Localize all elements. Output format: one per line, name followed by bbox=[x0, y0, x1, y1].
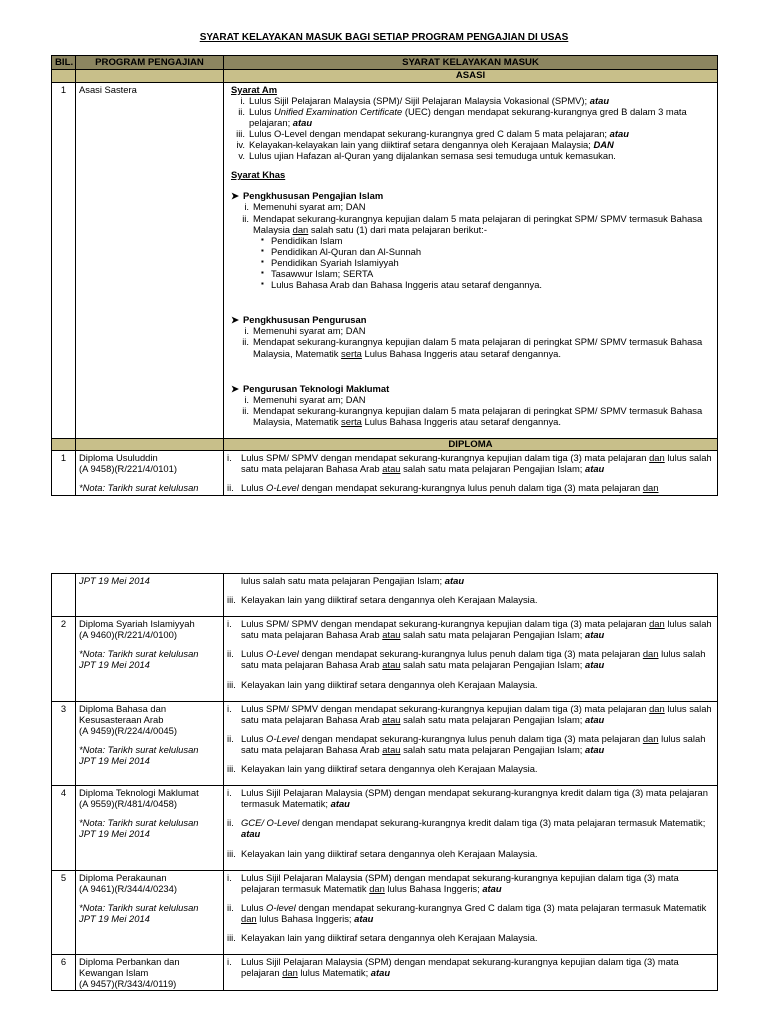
list-item: i. Memenuhi syarat am; DAN bbox=[244, 325, 366, 337]
list-item: ii. Mendapat sekurang-kurangnya kepujian dalam 5 mata pelajaran di peringkat SPM/ SPMV termasuk Bahasa Malaysia dan salah satu (1) dari mata pelajaran berikut:- bbox=[242, 212, 703, 235]
row-number: 5 bbox=[52, 870, 76, 954]
requirements-table-page-1 bbox=[51, 55, 718, 496]
program-code: (A 9460)(R/221/4/0100) bbox=[79, 629, 177, 641]
table-row bbox=[52, 574, 718, 617]
khas-heading: ➤ Pengkhususan Pengajian Islam bbox=[231, 190, 384, 202]
khas-heading: ➤ Pengurusan Teknologi Maklumat bbox=[231, 382, 390, 394]
list-item: i. Lulus SPM/ SPMV dengan mendapat sekurang-kurangnya kepujian dalam tiga (3) mata pelajaran dan lulus salah satu mata pelajaran Bahasa Arab atau salah satu mata pelajaran Pengajian Islam; atau bbox=[227, 618, 712, 641]
list-item: ▪ Pendidikan Syariah Islamiyyah bbox=[261, 257, 714, 268]
approval-note-date: JPT 19 Mei 2014 bbox=[79, 659, 150, 671]
approval-note-date: JPT 19 Mei 2014 bbox=[79, 575, 150, 586]
table-row bbox=[52, 617, 718, 701]
table-row bbox=[52, 870, 718, 954]
program-name: Diploma Perakaunan bbox=[79, 871, 167, 883]
khas-heading: ➤ Pengkhususan Pengurusan bbox=[231, 314, 367, 326]
header-program: PROGRAM PENGAJIAN bbox=[76, 56, 224, 70]
list-item: iii. Kelayakan lain yang diiktiraf setara dengannya oleh Kerajaan Malaysia. bbox=[227, 678, 538, 690]
program-name: Diploma Bahasa dan bbox=[79, 702, 167, 714]
arrow-bullet-icon: ➤ bbox=[231, 314, 239, 326]
row-number: 2 bbox=[52, 617, 76, 701]
syarat-am-list bbox=[227, 95, 714, 162]
section-row-diploma bbox=[52, 438, 718, 450]
syarat-am-title: Syarat Am bbox=[231, 83, 278, 95]
list-item: i. Lulus SPM/ SPMV dengan mendapat sekurang-kurangnya kepujian dalam tiga (3) mata pelajaran dan lulus salah satu mata pelajaran Bahasa Arab atau salah satu mata pelajaran Pengajian Islam; atau bbox=[227, 452, 712, 475]
list-item: ii. Lulus O-Level dengan mendapat sekurang-kurangnya lulus penuh dalam tiga (3) mata pelajaran dan lulus salah satu mata pelajaran Bahasa Arab atau salah satu mata pelajaran Pengajian Islam; atau bbox=[227, 732, 706, 755]
requirements-cell bbox=[224, 82, 718, 438]
list-item: ii. GCE/ O-Level dengan mendapat sekurang-kurangnya kredit dalam tiga (3) mata pelajaran termasuk Matematik; atau bbox=[227, 817, 706, 840]
approval-note: *Nota: Tarikh surat kelulusan bbox=[79, 482, 199, 494]
program-code: (A 9457)(R/343/4/0119) bbox=[79, 978, 177, 990]
list-item: i. Lulus Sijil Pelajaran Malaysia (SPM) dengan mendapat sekurang-kurangnya kredit dalam tiga (3) mata pelajaran termasuk Matematik; atau bbox=[227, 787, 708, 810]
requirements-cell bbox=[224, 617, 718, 701]
table-header-row bbox=[52, 56, 718, 70]
syarat-khas-title: Syarat Khas bbox=[231, 169, 286, 181]
list-item: ii. Mendapat sekurang-kurangnya kepujian dalam 5 mata pelajaran di peringkat SPM/ SPMV termasuk Bahasa Malaysia, Matematik serta Lulus Bahasa Inggeris atau setaraf dengannya. bbox=[242, 336, 703, 359]
list-item: ▪ Pendidikan Islam bbox=[261, 235, 714, 246]
program-name-line2: Kewangan Islam bbox=[79, 967, 149, 979]
approval-note-date: JPT 19 Mei 2014 bbox=[79, 912, 150, 924]
list-item: i. Lulus Sijil Pelajaran Malaysia (SPM) dengan mendapat sekurang-kurangnya kepujian dalam tiga (3) mata pelajaran dan lulus Matematik; atau bbox=[227, 956, 679, 979]
list-item: iv. Kelayakan-kelayakan lain yang diiktiraf setara dengannya oleh Kerajaan Malaysia; DAN bbox=[236, 139, 614, 151]
row-number: 6 bbox=[52, 955, 76, 991]
khas-list bbox=[227, 325, 714, 358]
requirements-table-page-2 bbox=[51, 573, 718, 991]
program-cell bbox=[76, 617, 224, 701]
requirements-cell bbox=[224, 574, 718, 617]
list-item: ▪ Tasawwur Islam; SERTA bbox=[261, 268, 714, 279]
approval-note: *Nota: Tarikh surat kelulusan bbox=[79, 743, 199, 755]
program-code: (A 9461)(R/344/4/0234) bbox=[79, 882, 177, 894]
header-bil: BIL. bbox=[52, 56, 76, 70]
approval-note-date: JPT 19 Mei 2014 bbox=[79, 828, 150, 840]
program-cell bbox=[76, 786, 224, 870]
requirements-cell bbox=[224, 870, 718, 954]
section-label-diploma: DIPLOMA bbox=[224, 438, 718, 450]
section-row-asasi bbox=[52, 70, 718, 82]
arrow-bullet-icon: ➤ bbox=[231, 190, 239, 202]
requirements-cell bbox=[224, 451, 718, 495]
program-cell bbox=[76, 870, 224, 954]
program-name: Diploma Syariah Islamiyyah bbox=[79, 618, 195, 630]
khas-list bbox=[227, 394, 714, 427]
approval-note: *Nota: Tarikh surat kelulusan bbox=[79, 901, 199, 913]
program-code: (A 9559)(R/481/4/0458) bbox=[79, 798, 177, 810]
list-item: ii. Mendapat sekurang-kurangnya kepujian dalam 5 mata pelajaran di peringkat SPM/ SPMV termasuk Bahasa Malaysia, Matematik serta Lulus Bahasa Inggeris atau setaraf dengannya. bbox=[242, 404, 703, 427]
list-item: ii. Lulus Unified Examination Certificate (UEC) dengan mendapat sekurang-kurangnya gred B dalam 3 mata pelajaran; atau bbox=[238, 105, 687, 128]
program-cell bbox=[76, 955, 224, 991]
program-name-line2: Kesusasteraan Arab bbox=[79, 713, 164, 725]
subject-bullet-list bbox=[227, 235, 714, 290]
row-number: 4 bbox=[52, 786, 76, 870]
program-cell bbox=[76, 701, 224, 785]
list-item: iii. Kelayakan lain yang diiktiraf setara dengannya oleh Kerajaan Malaysia. bbox=[227, 847, 538, 859]
row-number: 1 bbox=[52, 82, 76, 438]
program-code: (A 9459)(R/224/4/0045) bbox=[79, 724, 177, 736]
table-row bbox=[52, 701, 718, 785]
requirements-cell bbox=[224, 701, 718, 785]
program-name: Diploma Perbankan dan bbox=[79, 956, 180, 968]
header-syarat: SYARAT KELAYAKAN MASUK bbox=[224, 56, 718, 70]
list-item: v. Lulus ujian Hafazan al-Quran yang dijalankan semasa sesi temuduga untuk kemasukan. bbox=[238, 150, 616, 162]
program-cell bbox=[76, 451, 224, 495]
list-item: ii. Lulus O-Level dengan mendapat sekurang-kurangnya lulus penuh dalam tiga (3) mata pelajaran dan bbox=[227, 482, 659, 494]
list-item: ii. Lulus O-Level dengan mendapat sekurang-kurangnya lulus penuh dalam tiga (3) mata pelajaran dan lulus salah satu mata pelajaran Bahasa Arab atau salah satu mata pelajaran Pengajian Islam; atau bbox=[227, 648, 706, 671]
row-number: 3 bbox=[52, 701, 76, 785]
list-item: i. Lulus Sijil Pelajaran Malaysia (SPM)/ Sijil Pelajaran Malaysia Vokasional (SPMV); atau bbox=[240, 94, 610, 106]
section-label-asasi: ASASI bbox=[224, 70, 718, 82]
khas-list bbox=[227, 201, 714, 234]
list-item: lulus salah satu mata pelajaran Pengajian Islam; atau bbox=[241, 575, 465, 586]
table-row bbox=[52, 786, 718, 870]
list-item: ii. Lulus O-level dengan mendapat sekurang-kurangnya Gred C dalam tiga (3) mata pelajaran termasuk Matematik dan lulus Bahasa Inggeris; atau bbox=[227, 901, 707, 924]
program-name: Diploma Teknologi Maklumat bbox=[79, 787, 199, 799]
requirements-cell bbox=[224, 955, 718, 991]
table-row bbox=[52, 955, 718, 991]
approval-note: *Nota: Tarikh surat kelulusan bbox=[79, 648, 199, 660]
program-name: Diploma Usuluddin bbox=[79, 452, 158, 464]
program-code: (A 9458)(R/221/4/0101) bbox=[79, 463, 177, 475]
table-row bbox=[52, 451, 718, 495]
arrow-bullet-icon: ➤ bbox=[231, 382, 239, 394]
document-title: SYARAT KELAYAKAN MASUK BAGI SETIAP PROGRAM PENGAJIAN DI USAS bbox=[199, 32, 569, 43]
list-item: ▪ Pendidikan Al-Quran dan Al-Sunnah bbox=[261, 246, 714, 257]
list-item: i. Lulus Sijil Pelajaran Malaysia (SPM) dengan mendapat sekurang-kurangnya kepujian dalam tiga (3) mata pelajaran termasuk Matematik dan lulus Bahasa Inggeris; atau bbox=[227, 871, 679, 894]
list-item: iii. Kelayakan lain yang diiktiraf setara dengannya oleh Kerajaan Malaysia. bbox=[227, 931, 538, 943]
row-number: 1 bbox=[52, 451, 76, 495]
list-item: iii. Lulus O-Level dengan mendapat sekurang-kurangnya gred C dalam 5 mata pelajaran; atau bbox=[236, 128, 629, 139]
approval-note-date: JPT 19 Mei 2014 bbox=[79, 755, 150, 767]
table-row bbox=[52, 82, 718, 438]
list-item: i. Memenuhi syarat am; DAN bbox=[244, 201, 366, 213]
approval-note: *Nota: Tarikh surat kelulusan bbox=[79, 817, 199, 829]
list-item: ▪ Lulus Bahasa Arab dan Bahasa Inggeris atau setaraf dengannya. bbox=[261, 279, 714, 290]
list-item: iii. Kelayakan lain yang diiktiraf setara dengannya oleh Kerajaan Malaysia. bbox=[227, 594, 538, 606]
list-item: i. Memenuhi syarat am; DAN bbox=[244, 393, 366, 405]
list-item: iii. Kelayakan lain yang diiktiraf setara dengannya oleh Kerajaan Malaysia. bbox=[227, 763, 538, 775]
requirements-cell bbox=[224, 786, 718, 870]
list-item: i. Lulus SPM/ SPMV dengan mendapat sekurang-kurangnya kepujian dalam tiga (3) mata pelajaran dan lulus salah satu mata pelajaran Bahasa Arab atau salah satu mata pelajaran Pengajian Islam; atau bbox=[227, 702, 712, 725]
program-name: Asasi Sastera bbox=[76, 82, 224, 438]
